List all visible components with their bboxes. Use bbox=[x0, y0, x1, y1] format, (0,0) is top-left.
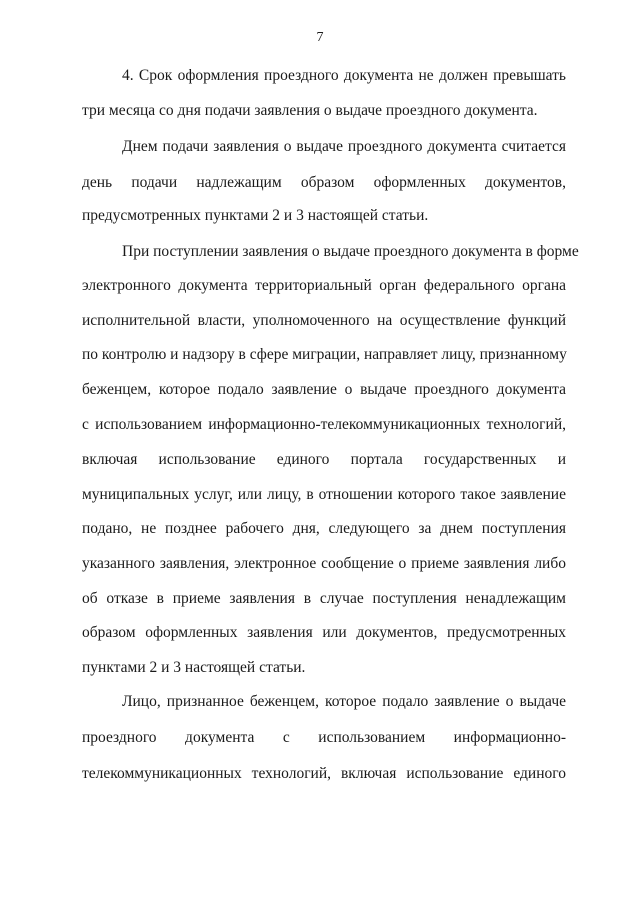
text-line: образом оформленных заявления или документов, предусмотренных bbox=[82, 624, 566, 641]
text-line: электронного документа территориальный орган федерального органа bbox=[82, 277, 566, 294]
text-line: с использованием информационно-телекоммуникационных технологий, bbox=[82, 416, 566, 433]
text-line: проездного документа с использованием информационно- bbox=[82, 729, 566, 746]
text-line: пунктами 2 и 3 настоящей статьи. bbox=[82, 659, 306, 676]
text-line: телекоммуникационных технологий, включая использование единого bbox=[82, 765, 566, 782]
text-line: по контролю и надзору в сфере миграции, направляет лицу, признанному bbox=[82, 346, 567, 363]
text-line: день подачи надлежащим образом оформленных документов, bbox=[82, 174, 566, 191]
text-line: исполнительной власти, уполномоченного на осуществление функций bbox=[82, 312, 566, 329]
page-number: 7 bbox=[316, 30, 324, 45]
text-line: предусмотренных пунктами 2 и 3 настоящей статьи. bbox=[82, 207, 429, 224]
text-line: включая использование единого портала государственных и bbox=[82, 451, 566, 468]
text-line: подано, не позднее рабочего дня, следующего за днем поступления bbox=[82, 520, 566, 537]
text-line: об отказе в приеме заявления в случае поступления ненадлежащим bbox=[82, 590, 566, 607]
text-line: указанного заявления, электронное сообщение о приеме заявления либо bbox=[82, 555, 566, 572]
text-line: При поступлении заявления о выдаче проездного документа в форме bbox=[122, 243, 579, 260]
text-line: Днем подачи заявления о выдаче проездного документа считается bbox=[122, 138, 566, 155]
text-line: три месяца со дня подачи заявления о выдаче проездного документа. bbox=[82, 102, 538, 119]
text-line: муниципальных услуг, или лицу, в отношении которого такое заявление bbox=[82, 486, 566, 503]
text-line: 4. Срок оформления проездного документа не должен превышать bbox=[122, 67, 566, 84]
text-line: беженцем, которое подало заявление о выдаче проездного документа bbox=[82, 381, 566, 398]
text-line: Лицо, признанное беженцем, которое подало заявление о выдаче bbox=[122, 693, 566, 710]
